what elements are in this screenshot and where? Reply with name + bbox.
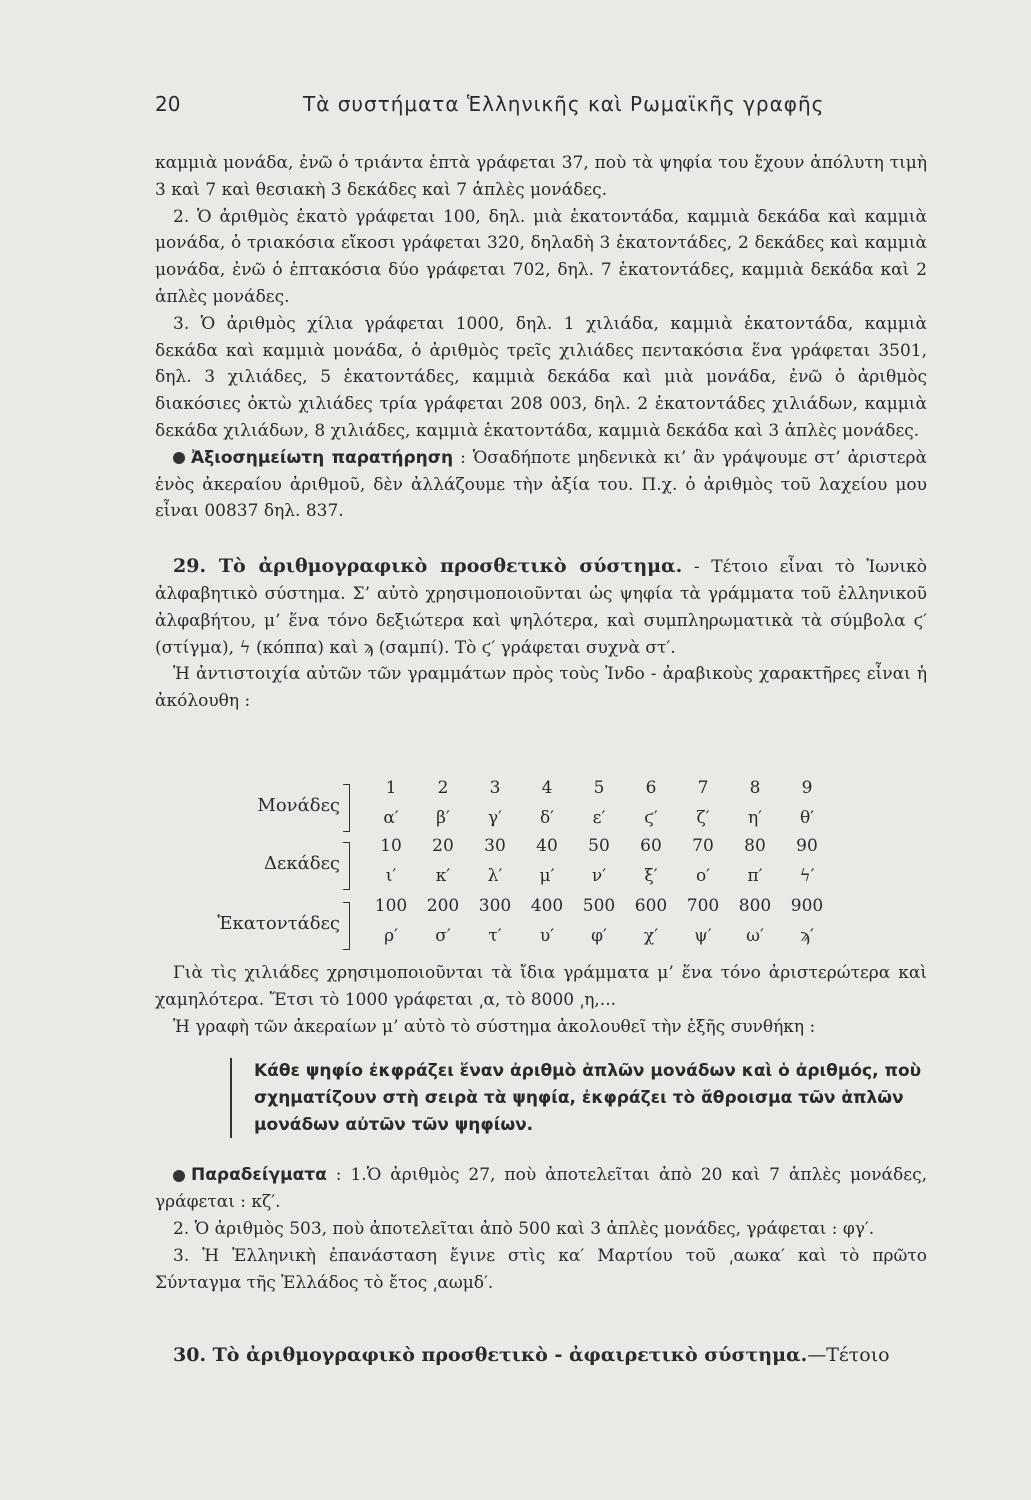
table-cell: ε′ — [592, 808, 606, 828]
digit-row — [363, 836, 833, 862]
note-label: Ἀξιοσημείωτη παρατήρηση — [191, 447, 454, 468]
table-cell: η′ — [747, 808, 763, 828]
table-cell: γ′ — [487, 808, 503, 828]
running-header — [155, 92, 925, 122]
table-cell: 4 — [541, 778, 553, 798]
brace-icon — [343, 902, 350, 950]
table-cell: ζ′ — [696, 808, 710, 828]
table-cell: 10 — [380, 836, 402, 856]
table-cell: ϟ′ — [799, 866, 815, 886]
section-29-text: - Τέτοιο εἶναι τὸ Ἰωνικὸ ἀλφαβητικὸ σύστημα. Σ’ αὐτὸ χρησιμοποιοῦνται ὡς ψηφία τὰ γράμματα τοῦ ἑλληνικοῦ ἀλφαβήτου, μ’ ἕνα τόνο δεξιώτερα καὶ ψηλότερα, καὶ συμπληρωματικὰ τὰ σύμβολα ϛ′ (στίγμα), ϟ (κόππα) καὶ ϡ (σαμπί). Τὸ ϛ′ γράφεται συχνὰ στ′. — [155, 557, 927, 658]
group-label: Ἑκατοντάδες — [217, 913, 340, 934]
table-cell: τ′ — [488, 926, 502, 946]
rule-text: Κάθε ψηφίο ἐκφράζει ἕναν ἀριθμὸ ἁπλῶν μονάδων καὶ ὁ ἀριθμός, ποὺ σχηματίζουν στὴ σειρὰ τὰ ψηφία, ἐκφράζει τὸ ἄθροισμα τῶν ἁπλῶν μονάδων αὐτῶν τῶν ψηφίων. — [254, 1061, 922, 1135]
table-cell: 7 — [697, 778, 709, 798]
table-cell: ϡ′ — [800, 926, 814, 946]
table-cell: 400 — [530, 896, 564, 916]
section-30-text: —Τέτοιο — [807, 1344, 890, 1366]
example-1 — [155, 1162, 927, 1216]
group-label: Μονάδες — [257, 795, 340, 816]
table-cell: 3 — [489, 778, 501, 798]
table-cell: ξ′ — [644, 866, 658, 886]
table-cell: χ′ — [643, 926, 659, 946]
table-cell: 9 — [801, 778, 813, 798]
example-3: 3. Ἡ Ἑλληνικὴ ἐπανάσταση ἔγινε στὶς κα′ Μαρτίου τοῦ ͵αωκα′ καὶ τὸ πρῶτο Σύνταγμα τῆς Ἑλλάδος τὸ ἔτος ͵αωμδ′. — [155, 1246, 927, 1293]
page-number: 20 — [155, 92, 181, 116]
digit-row — [363, 778, 833, 804]
section-29-paragraph — [155, 553, 927, 661]
section-30-heading — [155, 1342, 927, 1369]
table-cell: υ′ — [539, 926, 555, 946]
table-cell: 1 — [385, 778, 397, 798]
table-cell: 800 — [738, 896, 772, 916]
body-text-top — [155, 150, 927, 715]
body-text-after-table — [155, 960, 927, 1040]
section-29-title: 29. Τὸ ἀριθμογραφικὸ προσθετικὸ σύστημα. — [173, 555, 683, 578]
table-cell: 80 — [744, 836, 766, 856]
table-cell: 100 — [374, 896, 408, 916]
letter-row — [363, 866, 833, 892]
table-cell: δ′ — [539, 808, 555, 828]
table-cell: 40 — [536, 836, 558, 856]
example-text: : 1.Ὁ ἀριθμὸς 27, ποὺ ἀποτελεῖται ἀπὸ 20 καὶ 7 ἁπλὲς μονάδες, γράφεται : κζ′. — [155, 1165, 928, 1212]
table-cell: φ′ — [591, 926, 607, 946]
table-cell: 300 — [478, 896, 512, 916]
table-cell: π′ — [747, 866, 763, 886]
table-cell: 700 — [686, 896, 720, 916]
table-cell: σ′ — [435, 926, 451, 946]
paragraph-1: καμμιὰ μονάδα, ἐνῶ ὁ τριάντα ἑπτὰ γράφεται 37, ποὺ τὰ ψηφία του ἔχουν ἀπόλυτη τιμὴ 3 καὶ 7 καὶ θεσιακὴ 3 δεκάδες καὶ 7 ἁπλὲς μονάδες. — [155, 153, 927, 200]
table-cell: θ′ — [799, 808, 815, 828]
condition-paragraph: Ἡ γραφὴ τῶν ἀκεραίων μ’ αὐτὸ τὸ σύστημα ἀκολουθεῖ τὴν ἑξῆς συνθήκη : — [173, 1016, 816, 1037]
brace-icon — [343, 784, 350, 832]
table-cell: λ′ — [487, 866, 503, 886]
table-cell: 8 — [749, 778, 761, 798]
table-cell: μ′ — [539, 866, 555, 886]
table-cell: 600 — [634, 896, 668, 916]
bullet-icon — [173, 1170, 185, 1182]
example-2: 2. Ὁ ἀριθμὸς 503, ποὺ ἀποτελεῖται ἀπὸ 500 καὶ 3 ἁπλὲς μονάδες, γράφεται : φγ′. — [173, 1219, 875, 1239]
table-cell: κ′ — [435, 866, 451, 886]
table-cell: α′ — [383, 808, 399, 828]
paragraph-2: 2. Ὁ ἀριθμὸς ἑκατὸ γράφεται 100, δηλ. μιὰ ἑκατοντάδα, καμμιὰ δεκάδα καὶ καμμιὰ μονάδα, ὁ τριακόσια εἴκοσι γράφεται 320, δηλαδὴ 3 ἑκατοντάδες, 2 δεκάδες καὶ καμμιὰ μονάδα, ἐνῶ ὁ ἑπτακόσια δύο γράφεται 702, δηλ. 7 ἑκατοντάδες, καμμιὰ δεκάδα καὶ 2 ἁπλὲς μονάδες. — [155, 206, 927, 307]
table-cell: 900 — [790, 896, 824, 916]
table-cell: 60 — [640, 836, 662, 856]
table-cell: 500 — [582, 896, 616, 916]
table-cell: ψ′ — [694, 926, 712, 946]
table-cell: ω′ — [746, 926, 764, 946]
letter-row — [363, 808, 833, 834]
examples — [155, 1162, 927, 1297]
brace-icon — [343, 842, 350, 890]
section-30-title: 30. Τὸ ἀριθμογραφικὸ προσθετικὸ - ἀφαιρετικὸ σύστημα. — [173, 1344, 808, 1366]
examples-label: Παραδείγματα — [191, 1165, 327, 1185]
section-29-intro: Ἡ ἀντιστοιχία αὐτῶν τῶν γραμμάτων πρὸς τοὺς Ἰνδο - ἀραβικοὺς χαρακτῆρες εἶναι ἡ ἀκόλουθη : — [155, 664, 927, 712]
table-cell: 5 — [593, 778, 605, 798]
running-title: Τὰ συστήματα Ἑλληνικῆς καὶ Ρωμαϊκῆς γραφῆς — [303, 92, 825, 116]
thousands-paragraph: Γιὰ τὶς χιλιάδες χρησιμοποιοῦνται τὰ ἴδια γράμματα μ’ ἕνα τόνο ἀριστερώτερα καὶ χαμηλότερα. Ἔτσι τὸ 1000 γράφεται ͵α, τὸ 8000 ͵η,... — [155, 963, 927, 1010]
letter-row — [363, 926, 833, 952]
table-cell: 200 — [426, 896, 460, 916]
table-cell: ο′ — [695, 866, 711, 886]
table-cell: ϛ′ — [644, 808, 658, 828]
table-cell: 6 — [645, 778, 657, 798]
table-cell: β′ — [436, 808, 450, 828]
table-cell: 20 — [432, 836, 454, 856]
table-cell: 70 — [692, 836, 714, 856]
digit-row — [363, 896, 833, 922]
bullet-icon — [173, 452, 185, 464]
rule-box — [230, 1058, 954, 1138]
table-cell: ρ′ — [384, 926, 398, 946]
table-cell: 50 — [588, 836, 610, 856]
group-label: Δεκάδες — [264, 853, 340, 874]
table-cell: 90 — [796, 836, 818, 856]
table-cell: ι′ — [385, 866, 397, 886]
note-text: : Ὁσαδήποτε μηδενικὰ κι’ ἂν γράψουμε στ’ ἀριστερὰ ἑνὸς ἀκεραίου ἀριθμοῦ, δὲν ἀλλάζουμε τὴν ἀξία του. Π.χ. ὁ ἀριθμὸς τοῦ λαχείου μου εἶναι 00837 δηλ. 837. — [155, 447, 927, 522]
table-cell: 2 — [437, 778, 449, 798]
note-paragraph — [155, 445, 927, 525]
table-cell: 30 — [484, 836, 506, 856]
paragraph-3: 3. Ὁ ἀριθμὸς χίλια γράφεται 1000, δηλ. 1 χιλιάδα, καμμιὰ ἑκατοντάδα, καμμιὰ δεκάδα καὶ καμμιὰ μονάδα, ὁ ἀριθμὸς τρεῖς χιλιάδες πεντακόσια ἕνα γράφεται 3501, δηλ. 3 χιλιάδες, 5 ἑκατοντάδες, καμμιὰ δεκάδα καὶ μιὰ μονάδα, ἐνῶ ὁ ἀριθμὸς διακόσιες ὀκτὼ χιλιάδες τρία γράφεται 208 003, δηλ. 2 ἑκατοντάδες χιλιάδων, καμμιὰ δεκάδα χιλιάδων, 8 χιλιάδες, καμμιὰ ἑκατοντάδα, καμμιὰ δεκάδα καὶ 3 ἁπλὲς μονάδες. — [155, 313, 927, 441]
table-cell: ν′ — [591, 866, 607, 886]
